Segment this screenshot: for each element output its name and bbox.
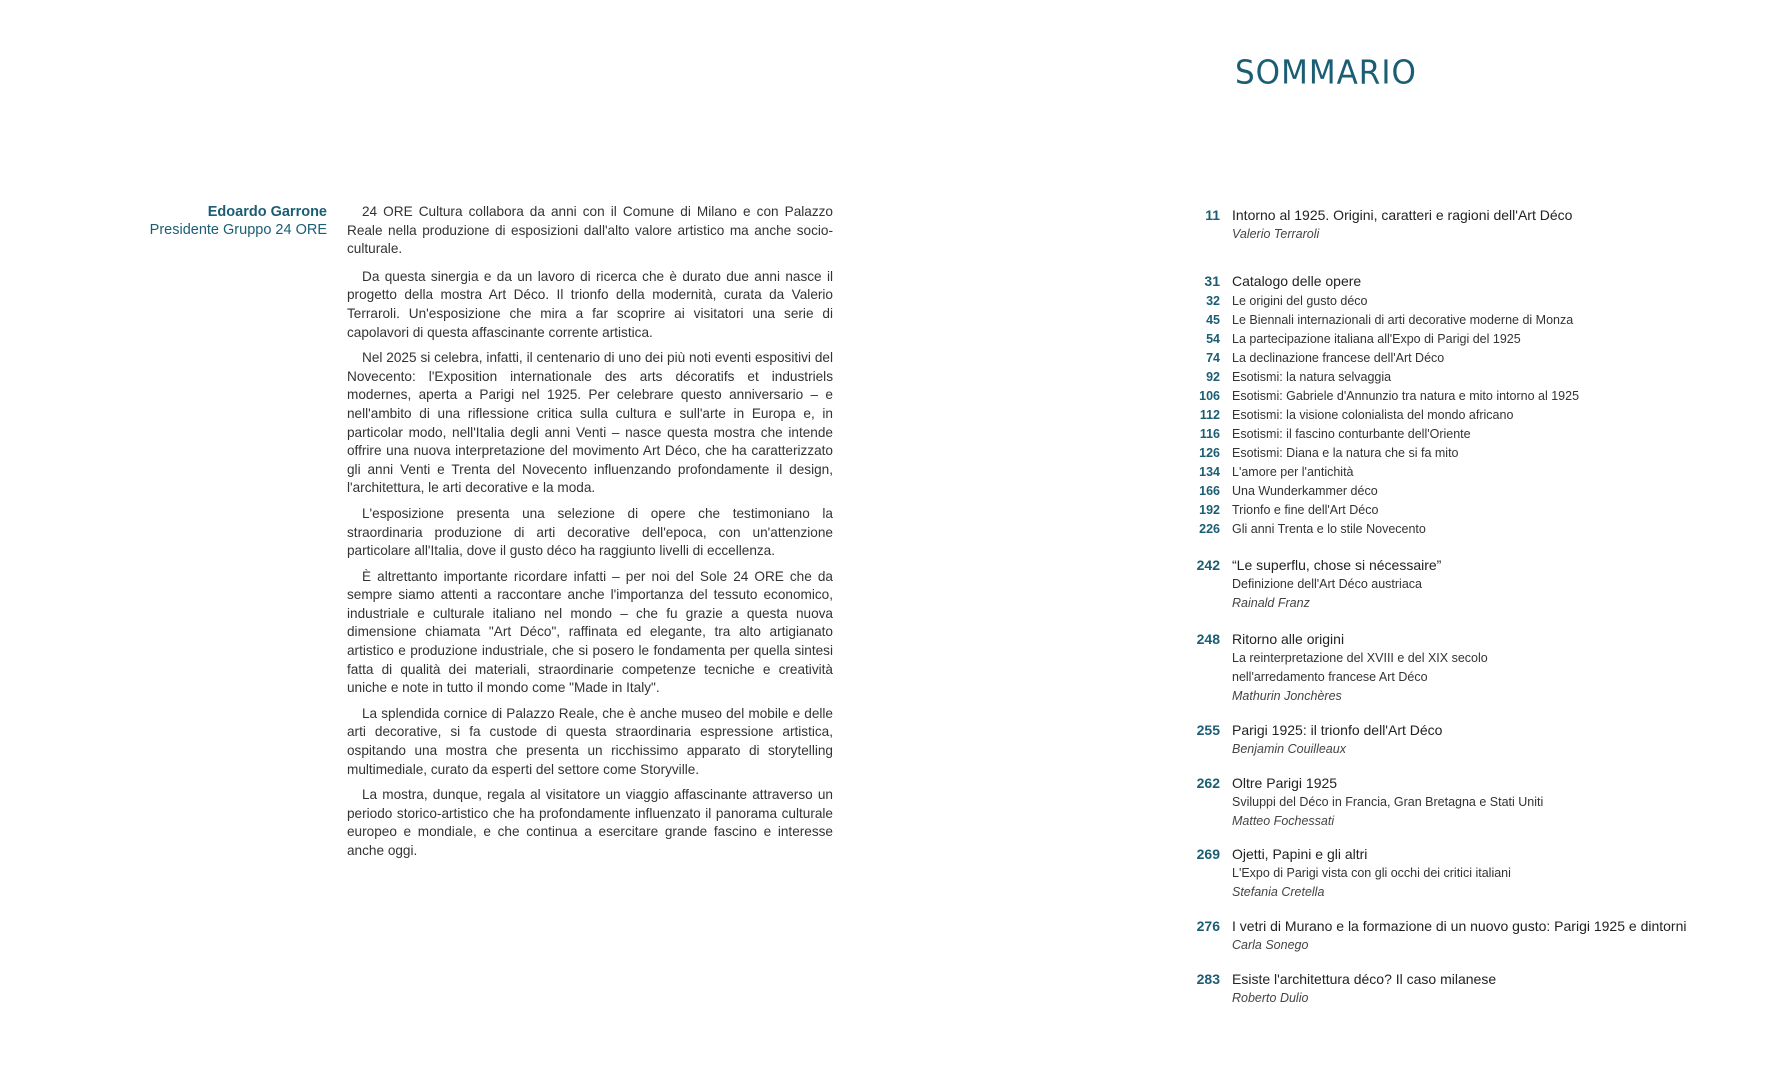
page-number: 106 — [1199, 389, 1220, 403]
entry-author: Stefania Cretella — [1232, 885, 1325, 899]
entry-author: Carla Sonego — [1232, 938, 1309, 952]
page-number: 226 — [1199, 522, 1220, 536]
entry-title: Esotismi: la visione colonialista del mondo africano — [1232, 408, 1514, 422]
page-number: 262 — [1196, 775, 1220, 791]
page-number: 192 — [1199, 503, 1220, 517]
entry-subtitle: La reinterpretazione del XVIII e del XIX secolo — [1232, 651, 1488, 665]
entry-title: Esotismi: Diana e la natura che si fa mito — [1232, 446, 1459, 460]
paragraph: Nel 2025 si celebra, infatti, il centenario di uno dei più noti eventi espositivi del Novecento: l'Exposition internationale des arts décoratifs et industriels modernes, aperta a Parigi nel 1925. Per celebrare questo anniversario – e nell'ambito di una riflessione critica sulla cultura e sull'arte in Europa e, in particolar modo, nell'Italia degli anni Venti – nasce questa mostra che intende offrire una nuova interpretazione del movimento Art Déco, che ha caratterizzato gli anni Venti e Trenta del Novecento influenzando profondamente il design, l'architettura, le arti decorative e la moda. — [347, 350, 833, 496]
paragraph: La splendida cornice di Palazzo Reale, che è anche museo del mobile e delle arti decorative, si fa custode di questa straordinaria espressione artistica, ospitando una mostra che presenta un ricchissimo apparato di storytelling multimediale, curato da esperti del settore come Storyville. — [347, 705, 833, 777]
entry-title: Una Wunderkammer déco — [1232, 484, 1378, 498]
entry-subtitle: L'Expo di Parigi vista con gli occhi dei critici italiani — [1232, 866, 1511, 880]
page-number: 126 — [1199, 446, 1220, 460]
foreword-text — [347, 203, 833, 868]
entry-title: La partecipazione italiana all'Expo di Parigi del 1925 — [1232, 332, 1521, 346]
page-title: SOMMARIO — [1235, 54, 1417, 92]
author-name: Edoardo Garrone — [207, 204, 327, 220]
entry-title: Esiste l'architettura déco? Il caso milanese — [1232, 971, 1497, 987]
entry-title: L'amore per l'antichità — [1232, 465, 1354, 479]
entry-author: Benjamin Couilleaux — [1232, 742, 1346, 756]
entry-title: Le origini del gusto déco — [1232, 294, 1368, 308]
page-number: 11 — [1205, 207, 1220, 223]
entry-author: Roberto Dulio — [1232, 991, 1309, 1005]
page-number: 255 — [1196, 722, 1220, 738]
entry-author: Mathurin Jonchères — [1232, 689, 1342, 703]
entry-title: Catalogo delle opere — [1232, 273, 1362, 289]
page-number: 116 — [1199, 427, 1220, 441]
paragraph: L'esposizione presenta una selezione di opere che testimoniano la straordinaria produzione di arti decorative dell'epoca, con un'attenzione particolare all'Italia, dove il gusto déco ha raggiunto livelli di eccellenza. — [347, 505, 833, 559]
page-number: 54 — [1206, 332, 1220, 346]
entry-title: Esotismi: Gabriele d'Annunzio tra natura e mito intorno al 1925 — [1232, 389, 1580, 403]
page-number: 276 — [1196, 918, 1220, 934]
page-number: 269 — [1196, 846, 1220, 862]
page-number: 248 — [1196, 631, 1220, 647]
page-number: 45 — [1206, 313, 1220, 327]
entry-title: La declinazione francese dell'Art Déco — [1232, 351, 1445, 365]
entry-title: I vetri di Murano e la formazione di un nuovo gusto: Parigi 1925 e dintorni — [1232, 918, 1687, 934]
entry-subtitle: Definizione dell'Art Déco austriaca — [1232, 577, 1422, 591]
author-role: Presidente Gruppo 24 ORE — [149, 222, 327, 238]
paragraph: 24 ORE Cultura collabora da anni con il Comune di Milano e con Palazzo Reale nella produzione di esposizioni dall'alto valore artistico ma anche socio-culturale. — [347, 204, 833, 257]
page-number: 74 — [1206, 351, 1220, 365]
entry-subtitle: Sviluppi del Déco in Francia, Gran Bretagna e Stati Uniti — [1232, 795, 1544, 809]
page-number: 166 — [1199, 484, 1220, 498]
page-number: 32 — [1206, 294, 1220, 308]
entry-title: Esotismi: il fascino conturbante dell'Oriente — [1232, 427, 1471, 441]
paragraph: È altrettanto importante ricordare infatti – per noi del Sole 24 ORE che da sempre siamo attenti a raccontare anche l'importanza del tessuto economico, industriale e culturale italiano nel mondo – che fu grazie a questa nuova dimensione chiamata "Art Déco", raffinata ed elegante, tra alto artigianato artistico e produzione industriale, che si posero le fondamenta per quella sintesi fatta di qualità dei materiali, straordinarie competenze tecniche e creatività uniche e note in tutto il mondo come "Made in Italy". — [347, 568, 833, 696]
entry-title: “Le superflu, chose si nécessaire” — [1232, 557, 1442, 573]
entry-author: Rainald Franz — [1232, 596, 1310, 610]
entry-title: Oltre Parigi 1925 — [1232, 775, 1338, 791]
entry-title: Gli anni Trenta e lo stile Novecento — [1232, 522, 1426, 536]
entry-subtitle: nell'arredamento francese Art Déco — [1232, 670, 1428, 684]
page-number: 242 — [1196, 557, 1220, 573]
entry-author: Valerio Terraroli — [1232, 227, 1320, 241]
page-number: 92 — [1206, 370, 1220, 384]
author-block — [120, 203, 327, 239]
page-number: 283 — [1196, 971, 1220, 987]
page-number: 31 — [1204, 273, 1220, 289]
entry-author: Matteo Fochessati — [1232, 814, 1335, 828]
entry-title: Parigi 1925: il trionfo dell'Art Déco — [1232, 722, 1443, 738]
entry-title: Ritorno alle origini — [1232, 631, 1345, 647]
entry-title: Ojetti, Papini e gli altri — [1232, 846, 1368, 862]
entry-title: Trionfo e fine dell'Art Déco — [1232, 503, 1379, 517]
paragraph: La mostra, dunque, regala al visitatore un viaggio affascinante attraverso un periodo storico-artistico che ha profondamente influenzato il panorama culturale europeo e mondiale, e che continua a esercitare grande fascino e interesse anche oggi. — [347, 787, 833, 858]
page-number: 112 — [1199, 408, 1220, 422]
paragraph: Da questa sinergia e da un lavoro di ricerca che è durato due anni nasce il progetto della mostra Art Déco. Il trionfo della modernità, curata da Valerio Terraroli. Un'esposizione che mira a far scoprire ai visitatori una serie di capolavori di questa affascinante corrente artistica. — [347, 268, 833, 340]
entry-title: Intorno al 1925. Origini, caratteri e ragioni dell'Art Déco — [1232, 207, 1573, 223]
page-number: 134 — [1199, 465, 1220, 479]
entry-title: Esotismi: la natura selvaggia — [1232, 370, 1392, 384]
entry-title: Le Biennali internazionali di arti decorative moderne di Monza — [1232, 313, 1574, 327]
